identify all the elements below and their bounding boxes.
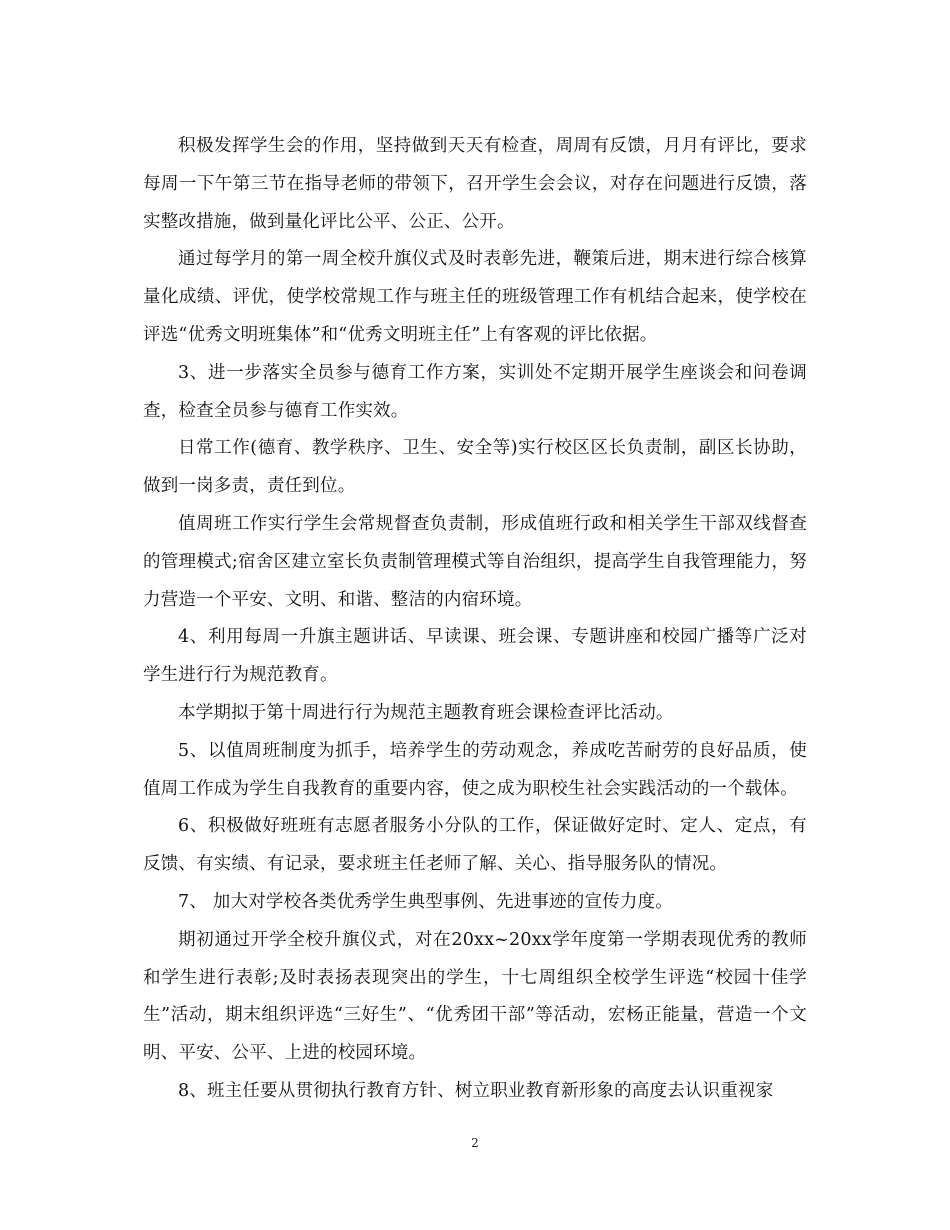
paragraph-2: 通过每学月的第一周全校升旗仪式及时表彰先进，鞭策后进，期末进行综合核算量化成绩、评优，使学校常规工作与班主任的班级管理工作有机结合起来，使学校在评选“优秀文明班集体”和“优秀文明班主任”上有客观的评比依据。 xyxy=(143,249,807,345)
paragraph-7: 本学期拟于第十周进行行为规范主题教育班会课检查评比活动。 xyxy=(178,702,674,723)
paragraph-6: 4、利用每周一升旗主题讲话、早读课、班会课、专题讲座和校园广播等广泛对学生进行行为规范教育。 xyxy=(143,627,807,686)
paragraph-10: 7、 加大对学校各类优秀学生典型事例、先进事迹的宣传力度。 xyxy=(178,891,673,912)
paragraph-4: 日常工作(德育、教学秩序、卫生、安全等)实行校区区长负责制，副区长协助，做到一岗多责，责任到位。 xyxy=(143,438,807,497)
document-body xyxy=(143,128,807,1111)
paragraph-5: 值周班工作实行学生会常规督查负责制，形成值班行政和相关学生干部双线督查的管理模式;宿舍区建立室长负责制管理模式等自治组织，提高学生自我管理能力，努力营造一个平安、文明、和谐、整洁的内宿环境。 xyxy=(143,513,807,610)
paragraph-11: 期初通过开学全校升旗仪式，对在20xx~20xx学年度第一学期表现优秀的教师和学生进行表彰;及时表扬表现突出的学生，十七周组织全校学生评选“校园十佳学生”活动，期末组织评选“三好生”、“优秀团干部”等活动，宏杨正能量，营造一个文明、平安、公平、上进的校园环境。 xyxy=(143,929,807,1064)
paragraph-12: 8、班主任要从贯彻执行教育方针、树立职业教育新形象的高度去认识重视家 xyxy=(178,1080,774,1101)
paragraph-3: 3、进一步落实全员参与德育工作方案，实训处不定期开展学生座谈会和问卷调查，检查全员参与德育工作实效。 xyxy=(143,362,807,421)
paragraph-8: 5、以值周班制度为抓手，培养学生的劳动观念，养成吃苦耐劳的良好品质，使值周工作成为学生自我教育的重要内容，使之成为职校生社会实践活动的一个载体。 xyxy=(143,740,807,799)
page-number: 2 xyxy=(471,1136,479,1150)
paragraph-9: 6、积极做好班班有志愿者服务小分队的工作，保证做好定时、定人、定点，有反馈、有实绩、有记录，要求班主任老师了解、关心、指导服务队的情况。 xyxy=(143,816,807,875)
paragraph-1: 积极发挥学生会的作用，坚持做到天天有检查，周周有反馈，月月有评比，要求每周一下午第三节在指导老师的带领下，召开学生会会议，对存在问题进行反馈，落实整改措施，做到量化评比公平、公正、公开。 xyxy=(143,136,807,232)
